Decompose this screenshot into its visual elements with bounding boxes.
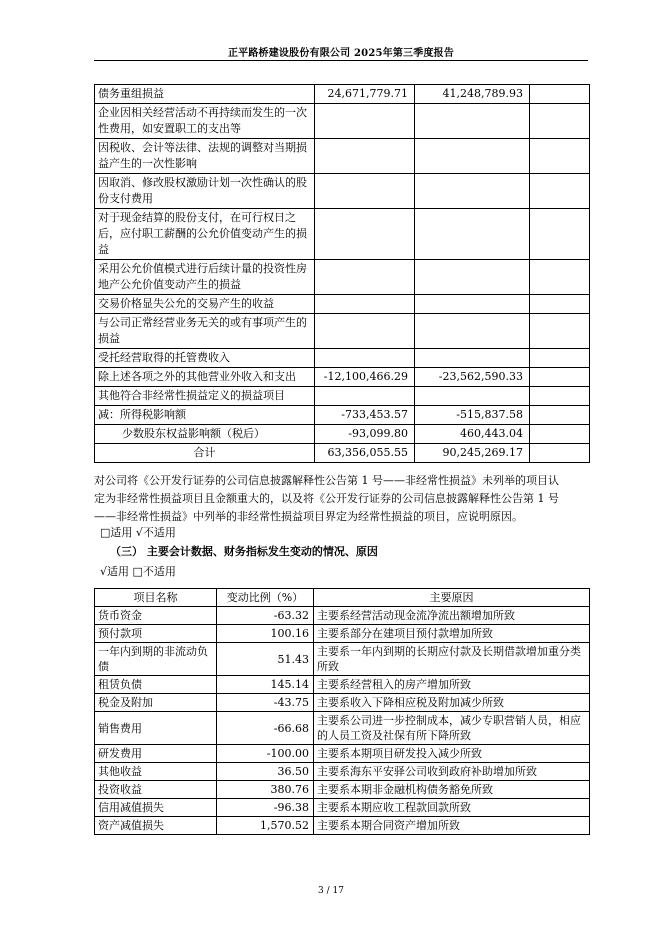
row-label: 合计 — [95, 444, 315, 463]
ytd-value: -23,562,590.33 — [415, 368, 530, 387]
row-label: 减：所得税影响额 — [95, 406, 315, 425]
row-label: 对于现金结算的股份支付，在可行权日之后，应付职工薪酬的公允价值变动产生的损益 — [95, 209, 315, 260]
row-label: 企业因相关经营活动不再持续而发生的一次性费用，如安置职工的支出等 — [95, 104, 315, 139]
ytd-value — [415, 387, 530, 406]
note-cell — [530, 406, 590, 425]
row-label: 因税收、会计等法律、法规的调整对当期损益产生的一次性影响 — [95, 139, 315, 174]
reason: 主要系公司进一步控制成本，减少专职营销人员，相应的人员工资及社保有所下降所致 — [314, 712, 590, 745]
row-label: 债务重组损益 — [95, 85, 315, 104]
item-name: 预付款项 — [95, 625, 217, 643]
ytd-value: -515,837.58 — [415, 406, 530, 425]
table-row — [95, 314, 590, 349]
page-header: 正平路桥建设股份有限公司 2025年第三季度报告 — [227, 48, 455, 59]
item-name: 税金及附加 — [95, 694, 217, 712]
paragraph-line: ——非经常性损益》中列举的非经常性损益项目界定为经常性损益的项目，应说明原因。 — [94, 510, 523, 523]
table-row — [95, 712, 590, 745]
item-name: 租赁负债 — [95, 676, 217, 694]
note-cell — [530, 349, 590, 368]
table-row — [95, 349, 590, 368]
table-row — [95, 781, 590, 799]
table-row — [95, 763, 590, 781]
current-value — [315, 260, 415, 295]
ytd-value: 90,245,269.17 — [415, 444, 530, 463]
note-cell — [530, 444, 590, 463]
row-label: 受托经营取得的托管费收入 — [95, 349, 315, 368]
ytd-value — [415, 295, 530, 314]
current-value: 24,671,779.71 — [315, 85, 415, 104]
row-label: 与公司正常经营业务无关的或有事项产生的损益 — [95, 314, 315, 349]
reason: 主要系海东平安驿公司收到政府补助增加所致 — [314, 763, 590, 781]
change-ratio: -66.68 — [217, 712, 314, 745]
change-ratio: 380.76 — [217, 781, 314, 799]
note-cell — [530, 139, 590, 174]
note-cell — [530, 314, 590, 349]
header-divider — [94, 60, 588, 61]
paragraph-line: 对公司将《公开发行证券的公司信息披露解释性公告第 1 号——非经常性损益》未列举的项目认 — [94, 474, 559, 487]
change-ratio: 36.50 — [217, 763, 314, 781]
note-cell — [530, 260, 590, 295]
ytd-value — [415, 260, 530, 295]
note-cell — [530, 174, 590, 209]
current-value — [315, 314, 415, 349]
current-value — [315, 295, 415, 314]
change-ratio: 51.43 — [217, 643, 314, 676]
item-name: 货币资金 — [95, 607, 217, 625]
item-name: 一年内到期的非流动负债 — [95, 643, 217, 676]
item-name: 研发费用 — [95, 745, 217, 763]
item-name: 信用减值损失 — [95, 799, 217, 817]
header-ratio: 变动比例（%） — [217, 589, 314, 607]
ytd-value — [415, 314, 530, 349]
change-ratio: 145.14 — [217, 676, 314, 694]
change-ratio: 100.16 — [217, 625, 314, 643]
ytd-value — [415, 349, 530, 368]
row-label: 除上述各项之外的其他营业外收入和支出 — [95, 368, 315, 387]
reason: 主要系收入下降相应税及附加减少所致 — [314, 694, 590, 712]
row-label: 少数股东权益影响额（税后） — [95, 425, 315, 444]
table-row — [95, 625, 590, 643]
section-title: （三） 主要会计数据、财务指标发生变动的情况、原因 — [110, 545, 378, 558]
reason: 主要系本期非金融机构债务豁免所致 — [314, 781, 590, 799]
current-value: -12,100,466.29 — [315, 368, 415, 387]
ytd-value — [415, 174, 530, 209]
table-header-row — [95, 589, 590, 607]
row-label: 交易价格显失公允的交易产生的收益 — [95, 295, 315, 314]
table-row-total — [95, 444, 590, 463]
table-row — [95, 425, 590, 444]
reason: 主要系本期项目研发投入减少所致 — [314, 745, 590, 763]
reason: 主要系部分在建项目预付款增加所致 — [314, 625, 590, 643]
item-name: 销售费用 — [95, 712, 217, 745]
table-row — [95, 643, 590, 676]
table-row — [95, 295, 590, 314]
current-value — [315, 104, 415, 139]
reason: 主要系本期应收工程款回款所致 — [314, 799, 590, 817]
ytd-value: 41,248,789.93 — [415, 85, 530, 104]
current-value — [315, 209, 415, 260]
current-value — [315, 174, 415, 209]
table-row — [95, 85, 590, 104]
ytd-value — [415, 209, 530, 260]
table-row — [95, 104, 590, 139]
change-ratio: -100.00 — [217, 745, 314, 763]
table-row — [95, 174, 590, 209]
applicability-check-2: √适用 □不适用 — [100, 565, 176, 578]
current-value — [315, 349, 415, 368]
item-name: 其他收益 — [95, 763, 217, 781]
note-cell — [530, 209, 590, 260]
page-number: 3 / 17 — [318, 886, 344, 896]
paragraph-line: 定为非经常性损益项目且金额重大的，以及将《公开发行证券的公司信息披露解释性公告第 1 号 — [94, 492, 559, 505]
change-ratio: -63.32 — [217, 607, 314, 625]
note-cell — [530, 387, 590, 406]
ytd-value — [415, 139, 530, 174]
item-name: 投资收益 — [95, 781, 217, 799]
table-row — [95, 817, 590, 835]
item-name: 资产减值损失 — [95, 817, 217, 835]
table-row — [95, 387, 590, 406]
table-row — [95, 406, 590, 425]
table-row — [95, 209, 590, 260]
current-value — [315, 139, 415, 174]
note-cell — [530, 295, 590, 314]
change-ratio: -43.75 — [217, 694, 314, 712]
current-value: -733,453.57 — [315, 406, 415, 425]
non-recurring-items-table — [94, 84, 590, 463]
table-row — [95, 799, 590, 817]
note-cell — [530, 85, 590, 104]
explanation-paragraph — [94, 472, 594, 526]
reason: 主要系本期合同资产增加所致 — [314, 817, 590, 835]
table-row — [95, 139, 590, 174]
ytd-value: 460,443.04 — [415, 425, 530, 444]
reason: 主要系一年内到期的长期应付款及长期借款增加重分类所致 — [314, 643, 590, 676]
reason: 主要系经营活动现金流净流出额增加所致 — [314, 607, 590, 625]
reason: 主要系经营租入的房产增加所致 — [314, 676, 590, 694]
row-label: 采用公允价值模式进行后续计量的投资性房地产公允价值变动产生的损益 — [95, 260, 315, 295]
note-cell — [530, 368, 590, 387]
current-value: 63,356,055.55 — [315, 444, 415, 463]
note-cell — [530, 425, 590, 444]
row-label: 因取消、修改股权激励计划一次性确认的股份支付费用 — [95, 174, 315, 209]
current-value — [315, 387, 415, 406]
change-ratio: -96.38 — [217, 799, 314, 817]
current-value: -93,099.80 — [315, 425, 415, 444]
applicability-check-1: □适用 √不适用 — [100, 526, 176, 539]
change-ratio: 1,570.52 — [217, 817, 314, 835]
header-item: 项目名称 — [95, 589, 217, 607]
note-cell — [530, 104, 590, 139]
ytd-value — [415, 104, 530, 139]
row-label: 其他符合非经常性损益定义的损益项目 — [95, 387, 315, 406]
table-row — [95, 260, 590, 295]
table-row — [95, 745, 590, 763]
table-row — [95, 368, 590, 387]
table-row — [95, 607, 590, 625]
header-reason: 主要原因 — [314, 589, 590, 607]
changes-table — [94, 588, 590, 835]
table-row — [95, 676, 590, 694]
table-row — [95, 694, 590, 712]
